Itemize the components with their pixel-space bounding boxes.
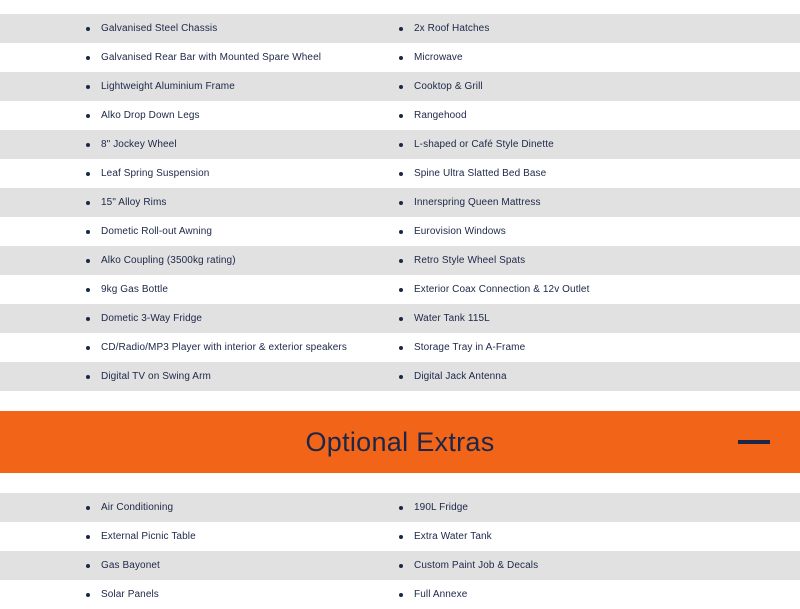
list-item	[399, 72, 483, 101]
list-item-label: 8" Jockey Wheel	[101, 139, 177, 150]
bullet-icon	[399, 143, 403, 147]
feature-row	[0, 304, 800, 333]
list-item	[86, 43, 321, 72]
list-item-label: Digital TV on Swing Arm	[101, 371, 211, 382]
list-item	[399, 275, 589, 304]
list-item	[399, 14, 489, 43]
list-item	[86, 275, 168, 304]
list-item	[86, 72, 235, 101]
bullet-icon	[399, 230, 403, 234]
list-item	[86, 159, 209, 188]
list-item-label: Retro Style Wheel Spats	[414, 255, 526, 266]
list-item-label: Water Tank 115L	[414, 313, 490, 324]
list-item-label: 190L Fridge	[414, 502, 469, 513]
list-item-label: Rangehood	[414, 110, 467, 121]
bullet-icon	[399, 375, 403, 379]
bullet-icon	[399, 506, 403, 510]
list-item	[86, 101, 200, 130]
feature-row	[0, 580, 800, 609]
section-spacer	[0, 391, 800, 411]
bullet-icon	[86, 259, 90, 263]
list-item-label: Dometic 3-Way Fridge	[101, 313, 203, 324]
feature-row	[0, 362, 800, 391]
list-item-label: Exterior Coax Connection & 12v Outlet	[414, 284, 590, 295]
list-item-label: 2x Roof Hatches	[414, 23, 490, 34]
bullet-icon	[86, 114, 90, 118]
list-item-label: Alko Drop Down Legs	[101, 110, 200, 121]
list-item-label: Full Annexe	[414, 589, 468, 600]
list-item-label: L-shaped or Café Style Dinette	[414, 139, 554, 150]
list-item	[399, 522, 492, 551]
bullet-icon	[86, 346, 90, 350]
feature-row	[0, 159, 800, 188]
feature-row	[0, 130, 800, 159]
list-item-label: Eurovision Windows	[414, 226, 506, 237]
list-item-label: Gas Bayonet	[101, 560, 160, 571]
bullet-icon	[399, 172, 403, 176]
section-spacer	[0, 473, 800, 493]
list-item	[86, 217, 212, 246]
feature-row	[0, 246, 800, 275]
list-item	[399, 246, 525, 275]
list-item	[86, 130, 177, 159]
list-item	[399, 333, 525, 362]
bullet-icon	[399, 56, 403, 60]
list-item-label: Solar Panels	[101, 589, 159, 600]
optional-extras-banner[interactable]	[0, 411, 800, 473]
bullet-icon	[399, 85, 403, 89]
list-item-label: Custom Paint Job & Decals	[414, 560, 539, 571]
list-item	[399, 101, 467, 130]
list-item-label: Galvanised Rear Bar with Mounted Spare Wheel	[101, 52, 322, 63]
bullet-icon	[399, 564, 403, 568]
bullet-icon	[399, 201, 403, 205]
list-item	[399, 580, 467, 609]
bullet-icon	[399, 317, 403, 321]
list-item	[86, 333, 347, 362]
list-item-label: Spine Ultra Slatted Bed Base	[414, 168, 547, 179]
list-item	[86, 580, 159, 609]
list-item	[399, 551, 538, 580]
list-item-label: Alko Coupling (3500kg rating)	[101, 255, 236, 266]
bullet-icon	[86, 172, 90, 176]
list-item	[86, 14, 217, 43]
list-item-label: Microwave	[414, 52, 463, 63]
list-item	[86, 551, 160, 580]
bullet-icon	[399, 259, 403, 263]
list-item	[86, 493, 173, 522]
list-item-label: 15" Alloy Rims	[101, 197, 167, 208]
feature-row	[0, 217, 800, 246]
bullet-icon	[86, 27, 90, 31]
list-item	[86, 188, 167, 217]
feature-row	[0, 43, 800, 72]
list-item	[399, 362, 507, 391]
list-item-label: Lightweight Aluminium Frame	[101, 81, 235, 92]
feature-row	[0, 72, 800, 101]
list-item-label: Leaf Spring Suspension	[101, 168, 210, 179]
list-item-label: External Picnic Table	[101, 531, 196, 542]
list-item	[399, 159, 546, 188]
feature-row	[0, 14, 800, 43]
list-item-label: CD/Radio/MP3 Player with interior & exterior speakers	[101, 342, 347, 353]
bullet-icon	[399, 27, 403, 31]
bullet-icon	[86, 201, 90, 205]
feature-row	[0, 522, 800, 551]
list-item	[399, 188, 541, 217]
list-item-label: Dometic Roll-out Awning	[101, 226, 213, 237]
bullet-icon	[86, 85, 90, 89]
bullet-icon	[399, 593, 403, 597]
bullet-icon	[86, 143, 90, 147]
optional-extras-section	[0, 493, 800, 609]
list-item-label: Digital Jack Antenna	[414, 371, 507, 382]
list-item-label: 9kg Gas Bottle	[101, 284, 168, 295]
minus-icon	[738, 440, 770, 444]
list-item	[86, 362, 211, 391]
list-item	[399, 43, 463, 72]
section-top-spacer	[0, 0, 800, 14]
feature-row	[0, 275, 800, 304]
list-item	[86, 246, 236, 275]
collapse-button[interactable]	[738, 437, 770, 447]
bullet-icon	[86, 230, 90, 234]
list-item-label: Extra Water Tank	[414, 531, 492, 542]
bullet-icon	[86, 564, 90, 568]
optional-extras-list	[0, 493, 800, 609]
bullet-icon	[86, 375, 90, 379]
bullet-icon	[86, 535, 90, 539]
feature-row	[0, 333, 800, 362]
list-item-label: Cooktop & Grill	[414, 81, 483, 92]
feature-row	[0, 101, 800, 130]
list-item-label: Innerspring Queen Mattress	[414, 197, 541, 208]
bullet-icon	[86, 56, 90, 60]
bullet-icon	[86, 317, 90, 321]
bullet-icon	[399, 346, 403, 350]
list-item-label: Storage Tray in A-Frame	[414, 342, 526, 353]
bullet-icon	[86, 593, 90, 597]
list-item	[86, 304, 202, 333]
list-item	[399, 493, 468, 522]
bullet-icon	[86, 288, 90, 292]
bullet-icon	[399, 288, 403, 292]
bullet-icon	[399, 114, 403, 118]
list-item-label: Galvanised Steel Chassis	[101, 23, 218, 34]
feature-row	[0, 493, 800, 522]
bullet-icon	[399, 535, 403, 539]
feature-row	[0, 551, 800, 580]
feature-row	[0, 188, 800, 217]
standard-features-list	[0, 14, 800, 391]
list-item	[399, 304, 490, 333]
list-item	[399, 217, 506, 246]
optional-extras-title: Optional Extras	[305, 426, 495, 457]
bullet-icon	[86, 506, 90, 510]
list-item-label: Air Conditioning	[101, 502, 174, 513]
list-item	[86, 522, 196, 551]
list-item	[399, 130, 554, 159]
